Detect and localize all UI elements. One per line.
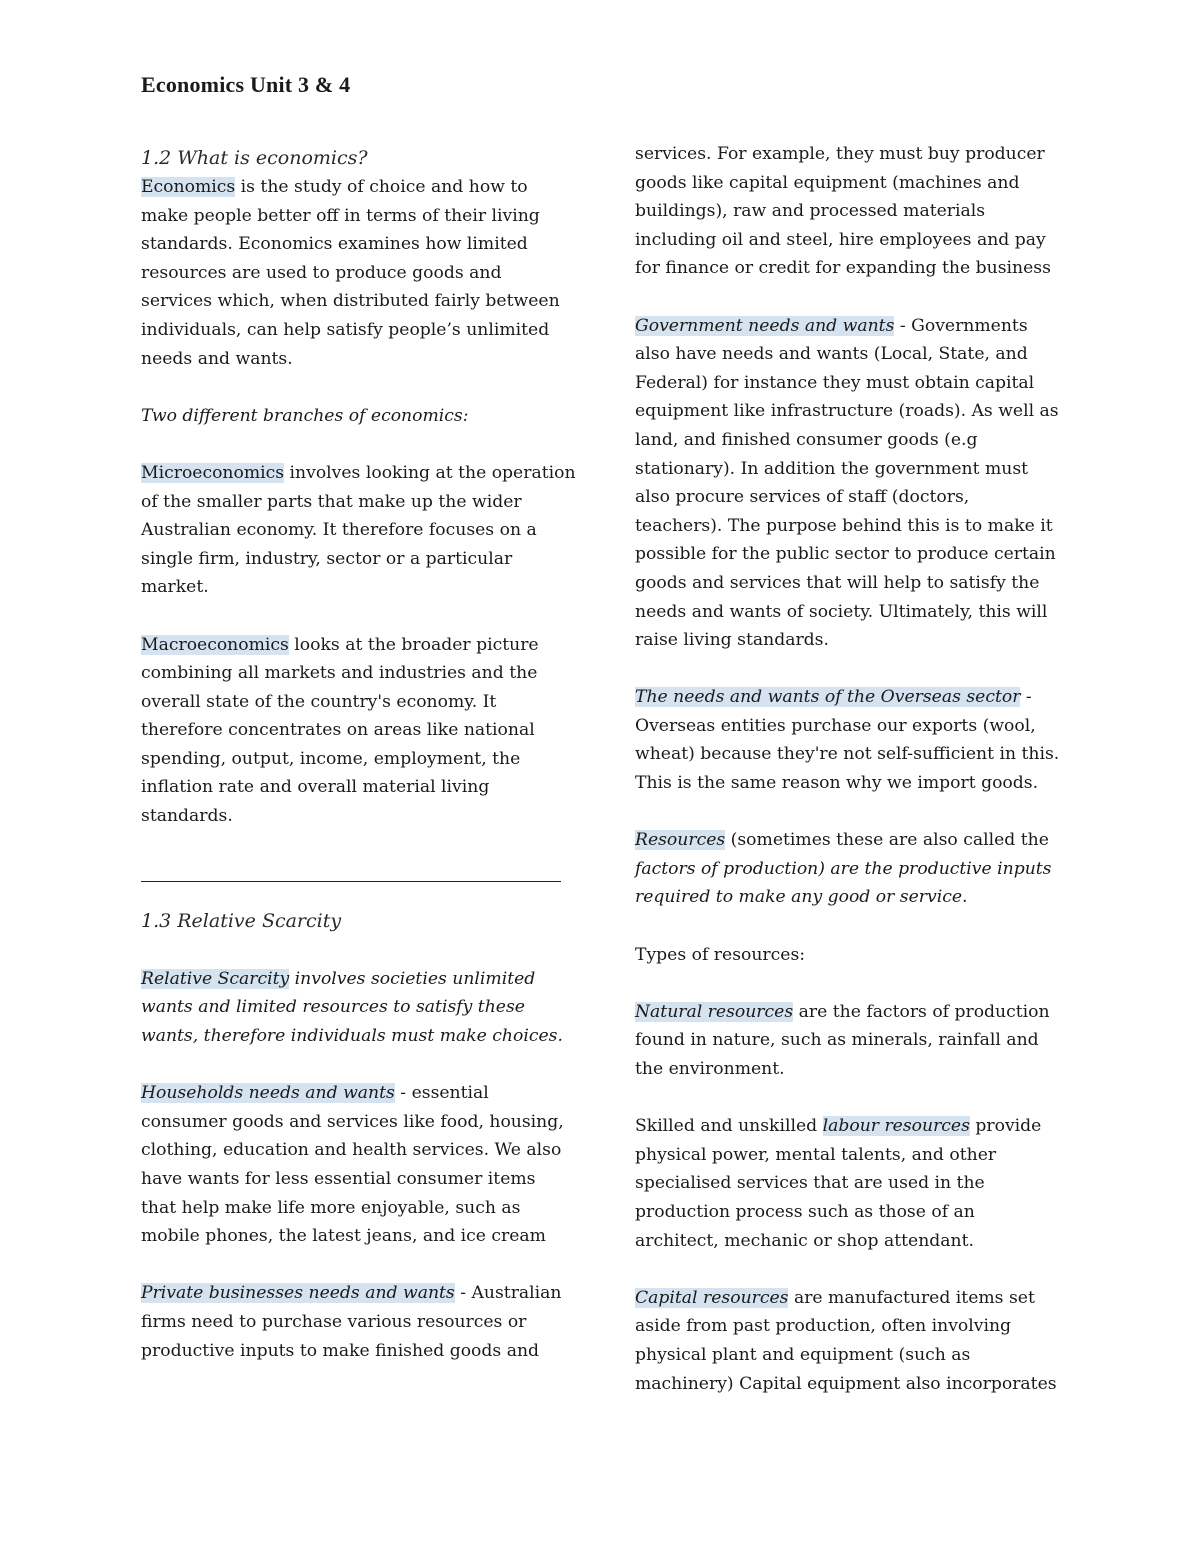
paragraph-natural-resources bbox=[635, 998, 1060, 1084]
households-definition: - essential consumer goods and services like food, housing, clothing, education and health services. We also have wants for less essential consumer items that help make life more enjoyable, such as mobile phones, the latest jeans, and ice cream bbox=[141, 1083, 564, 1247]
natural-resources-definition: are the factors of production found in nature, such as minerals, rainfall and the environment. bbox=[635, 1001, 1050, 1079]
term-overseas-sector: The needs and wants of the Overseas sector bbox=[635, 687, 1021, 708]
paragraph-private-businesses bbox=[141, 1279, 576, 1365]
paragraph-capital-resources bbox=[635, 1284, 1060, 1398]
paragraph-economics bbox=[141, 173, 576, 373]
types-of-resources-label: Types of resources: bbox=[635, 944, 806, 965]
labour-resources-definition: provide physical power, mental talents, and other specialised services that are used in the production process such as those of an architect, mechanic or shop attendant. bbox=[635, 1116, 1042, 1251]
term-private-businesses: Private businesses needs and wants bbox=[141, 1283, 455, 1304]
microeconomics-definition: involves looking at the operation of the smaller parts that make up the wider Australian economy. It therefore focuses on a single firm, industry, sector or a particular market. bbox=[141, 462, 576, 598]
paragraph-private-businesses-continued: services. For example, they must buy producer goods like capital equipment (machines and buildings), raw and processed materials including oil and steel, hire employees and pay for finance or credit for expanding the business bbox=[635, 144, 1051, 279]
private-businesses-definition: - Australian firms need to purchase various resources or productive inputs to make finished goods and bbox=[141, 1283, 562, 1361]
paragraph-overseas-sector bbox=[635, 683, 1060, 797]
resources-text: (sometimes these are also called the bbox=[725, 830, 1049, 851]
term-microeconomics: Microeconomics bbox=[141, 462, 285, 483]
government-definition: - Governments also have needs and wants (Local, State, and Federal) for instance they must obtain capital equipment like infrastructure (roads). As well as land, and finished consumer goods (e.g stationary). In addition the government must also procure services of staff (doctors, teachers). The purpose behind this is to make it possible for the public sector to produce certain goods and services that will help to satisfy the needs and wants of society. Ultimately, this will raise living standards. bbox=[635, 315, 1059, 651]
term-government: Government needs and wants bbox=[635, 315, 895, 336]
paragraph-government bbox=[635, 312, 1060, 655]
term-economics: Economics bbox=[141, 177, 236, 197]
resources-period: . bbox=[962, 887, 968, 908]
labour-resources-prefix: Skilled and unskilled bbox=[635, 1116, 823, 1137]
paragraph-households bbox=[141, 1079, 576, 1251]
capital-resources-definition: are manufactured items set aside from past production, often involving physical plant and equipment (such as machinery) Capital equipment also incorporates bbox=[635, 1287, 1057, 1394]
term-labour-resources: labour resources bbox=[822, 1116, 970, 1137]
resources-definition: factors of production) are the productive inputs required to make any good or service bbox=[635, 858, 1052, 908]
page-title: Economics Unit 3 & 4 bbox=[141, 72, 351, 97]
term-macroeconomics: Macroeconomics bbox=[141, 634, 289, 655]
term-relative-scarcity: Relative Scarcity bbox=[141, 968, 290, 989]
term-capital-resources: Capital resources bbox=[635, 1287, 789, 1308]
section-divider bbox=[141, 881, 561, 882]
macroeconomics-definition: looks at the broader picture combining all markets and industries and the overall state of the country's economy. It therefore concentrates on areas like national spending, output, income, employment, the inflation rate and overall material living standards. bbox=[141, 634, 539, 827]
term-natural-resources: Natural resources bbox=[635, 1001, 794, 1022]
section-heading-1-2: 1.2 What is economics? bbox=[141, 147, 368, 169]
relative-scarcity-definition: involves societies unlimited wants and limited resources to satisfy these wants, therefore individuals must make choices. bbox=[141, 968, 563, 1047]
section-heading-1-3: 1.3 Relative Scarcity bbox=[141, 910, 342, 933]
paragraph-resources bbox=[635, 826, 1060, 912]
right-column bbox=[635, 140, 1060, 1398]
term-resources: Resources bbox=[635, 830, 726, 851]
term-households: Households needs and wants bbox=[141, 1083, 395, 1104]
paragraph-labour-resources bbox=[635, 1112, 1060, 1255]
paragraph-macroeconomics bbox=[141, 631, 576, 831]
paragraph-microeconomics bbox=[141, 459, 576, 602]
left-column bbox=[141, 143, 576, 1365]
paragraph-relative-scarcity bbox=[141, 965, 576, 1051]
economics-definition: is the study of choice and how to make people better off in terms of their living standards. Economics examines how limited resources are used to produce goods and services which, when distributed fairly between individuals, can help satisfy people’s unlimited needs and wants. bbox=[141, 177, 560, 369]
overseas-sector-definition: - Overseas entities purchase our exports (wool, wheat) because they're not self-sufficient in this. This is the same reason why we import goods. bbox=[635, 687, 1060, 794]
branches-subheading: Two different branches of economics: bbox=[141, 405, 469, 426]
